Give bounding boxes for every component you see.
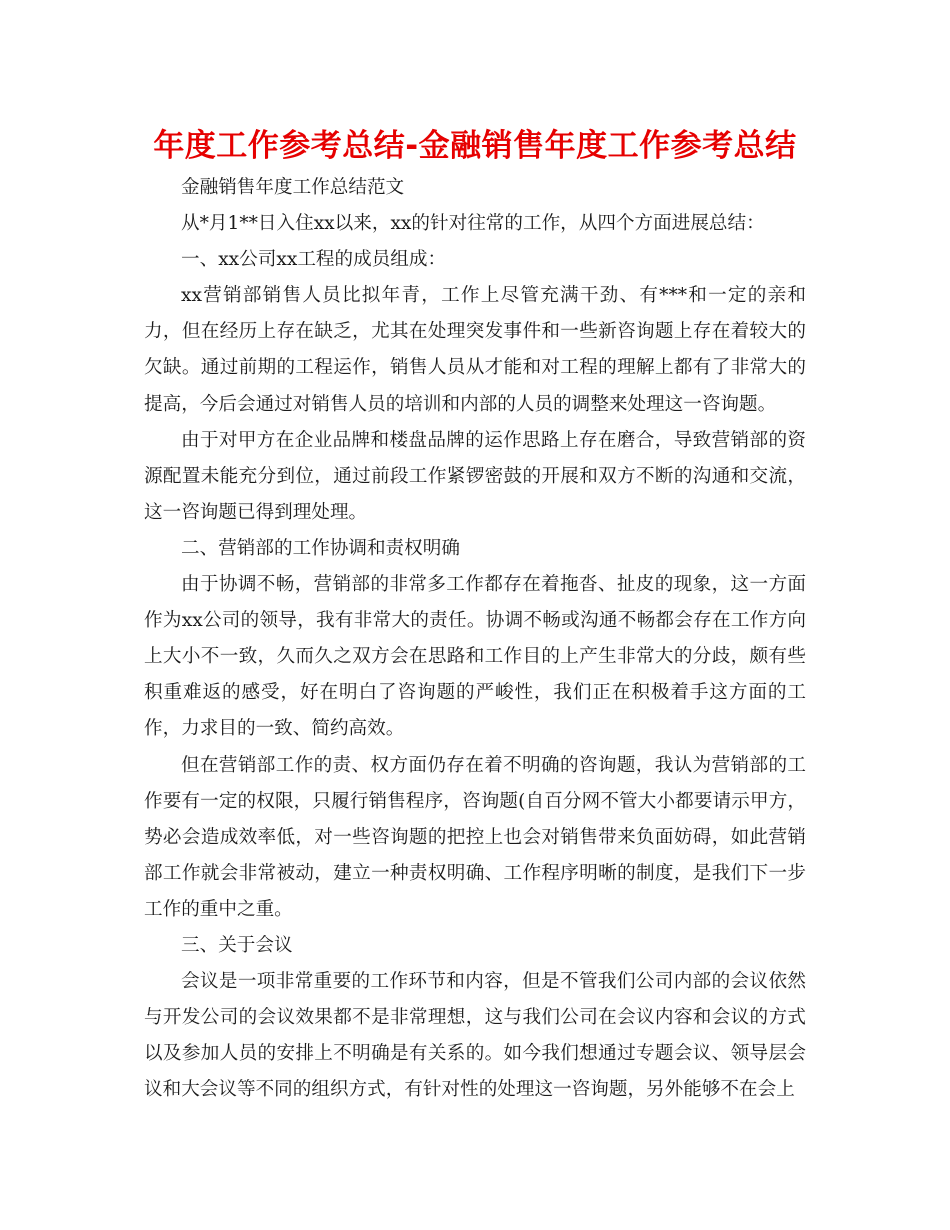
paragraph-intro: 从*月1**日入住xx以来，xx的针对往常的工作，从四个方面进展总结： — [181, 213, 765, 235]
paragraph: xx营销部销售人员比拟年青，工作上尽管充满干劲、有***和一定的亲和力，但在经历上存在缺乏，尤其在处理突发事件和一些新咨询题上存在着较大的欠缺。通过前期的工程运作，销售人员从才能和对工程的理解上都有了非常大的提高，今后会通过对销售人员的培训和内部的人员的调整来处理这一咨询题。 — [144, 285, 806, 415]
document-title: 年度工作参考总结-金融销售年度工作参考总结 — [153, 128, 797, 164]
section-heading-2: 二、营销部的工作协调和责权明确 — [181, 537, 460, 559]
paragraph: 由于对甲方在企业品牌和楼盘品牌的运作思路上存在磨合，导致营销部的资源配置未能充分到位，通过前段工作紧锣密鼓的开展和双方不断的沟通和交流，这一咨询题已得到理处理。 — [144, 429, 806, 523]
paragraph: 会议是一项非常重要的工作环节和内容，但是不管我们公司内部的会议依然与开发公司的会议效果都不是非常理想，这与我们公司在会议内容和会议的方式以及参加人员的安排上不明确是有关系的。如今我们想通过专题会议、领导层会议和大会议等不同的组织方式，有针对性的处理这一咨询题，另外能够不在会上 — [144, 971, 806, 1101]
paragraph: 但在营销部工作的责、权方面仍存在着不明确的咨询题，我认为营销部的工作要有一定的权限，只履行销售程序，咨询题(自百分网不管大小都要请示甲方，势必会造成效率低，对一些咨询题的把控上也会对销售带来负面妨碍，如此营销部工作就会非常被动，建立一种责权明确、工作程序明晰的制度，是我们下一步工作的重中之重。 — [144, 754, 806, 920]
document-body — [144, 170, 806, 1108]
section-heading-3: 三、关于会议 — [181, 934, 293, 956]
section-heading-1: 一、xx公司xx工程的成员组成： — [181, 249, 447, 271]
document-page — [144, 122, 806, 1108]
paragraph: 由于协调不畅，营销部的非常多工作都存在着拖沓、扯皮的现象，这一方面作为xx公司的领导，我有非常大的责任。协调不畅或沟通不畅都会存在工作方向上大小不一致，久而久之双方会在思路和工作目的上产生非常大的分歧，颇有些积重难返的感受，好在明白了咨询题的严峻性，我们正在积极着手这方面的工作，力求目的一致、简约高效。 — [144, 574, 806, 740]
paragraph-subtitle: 金融销售年度工作总结范文 — [181, 177, 405, 198]
